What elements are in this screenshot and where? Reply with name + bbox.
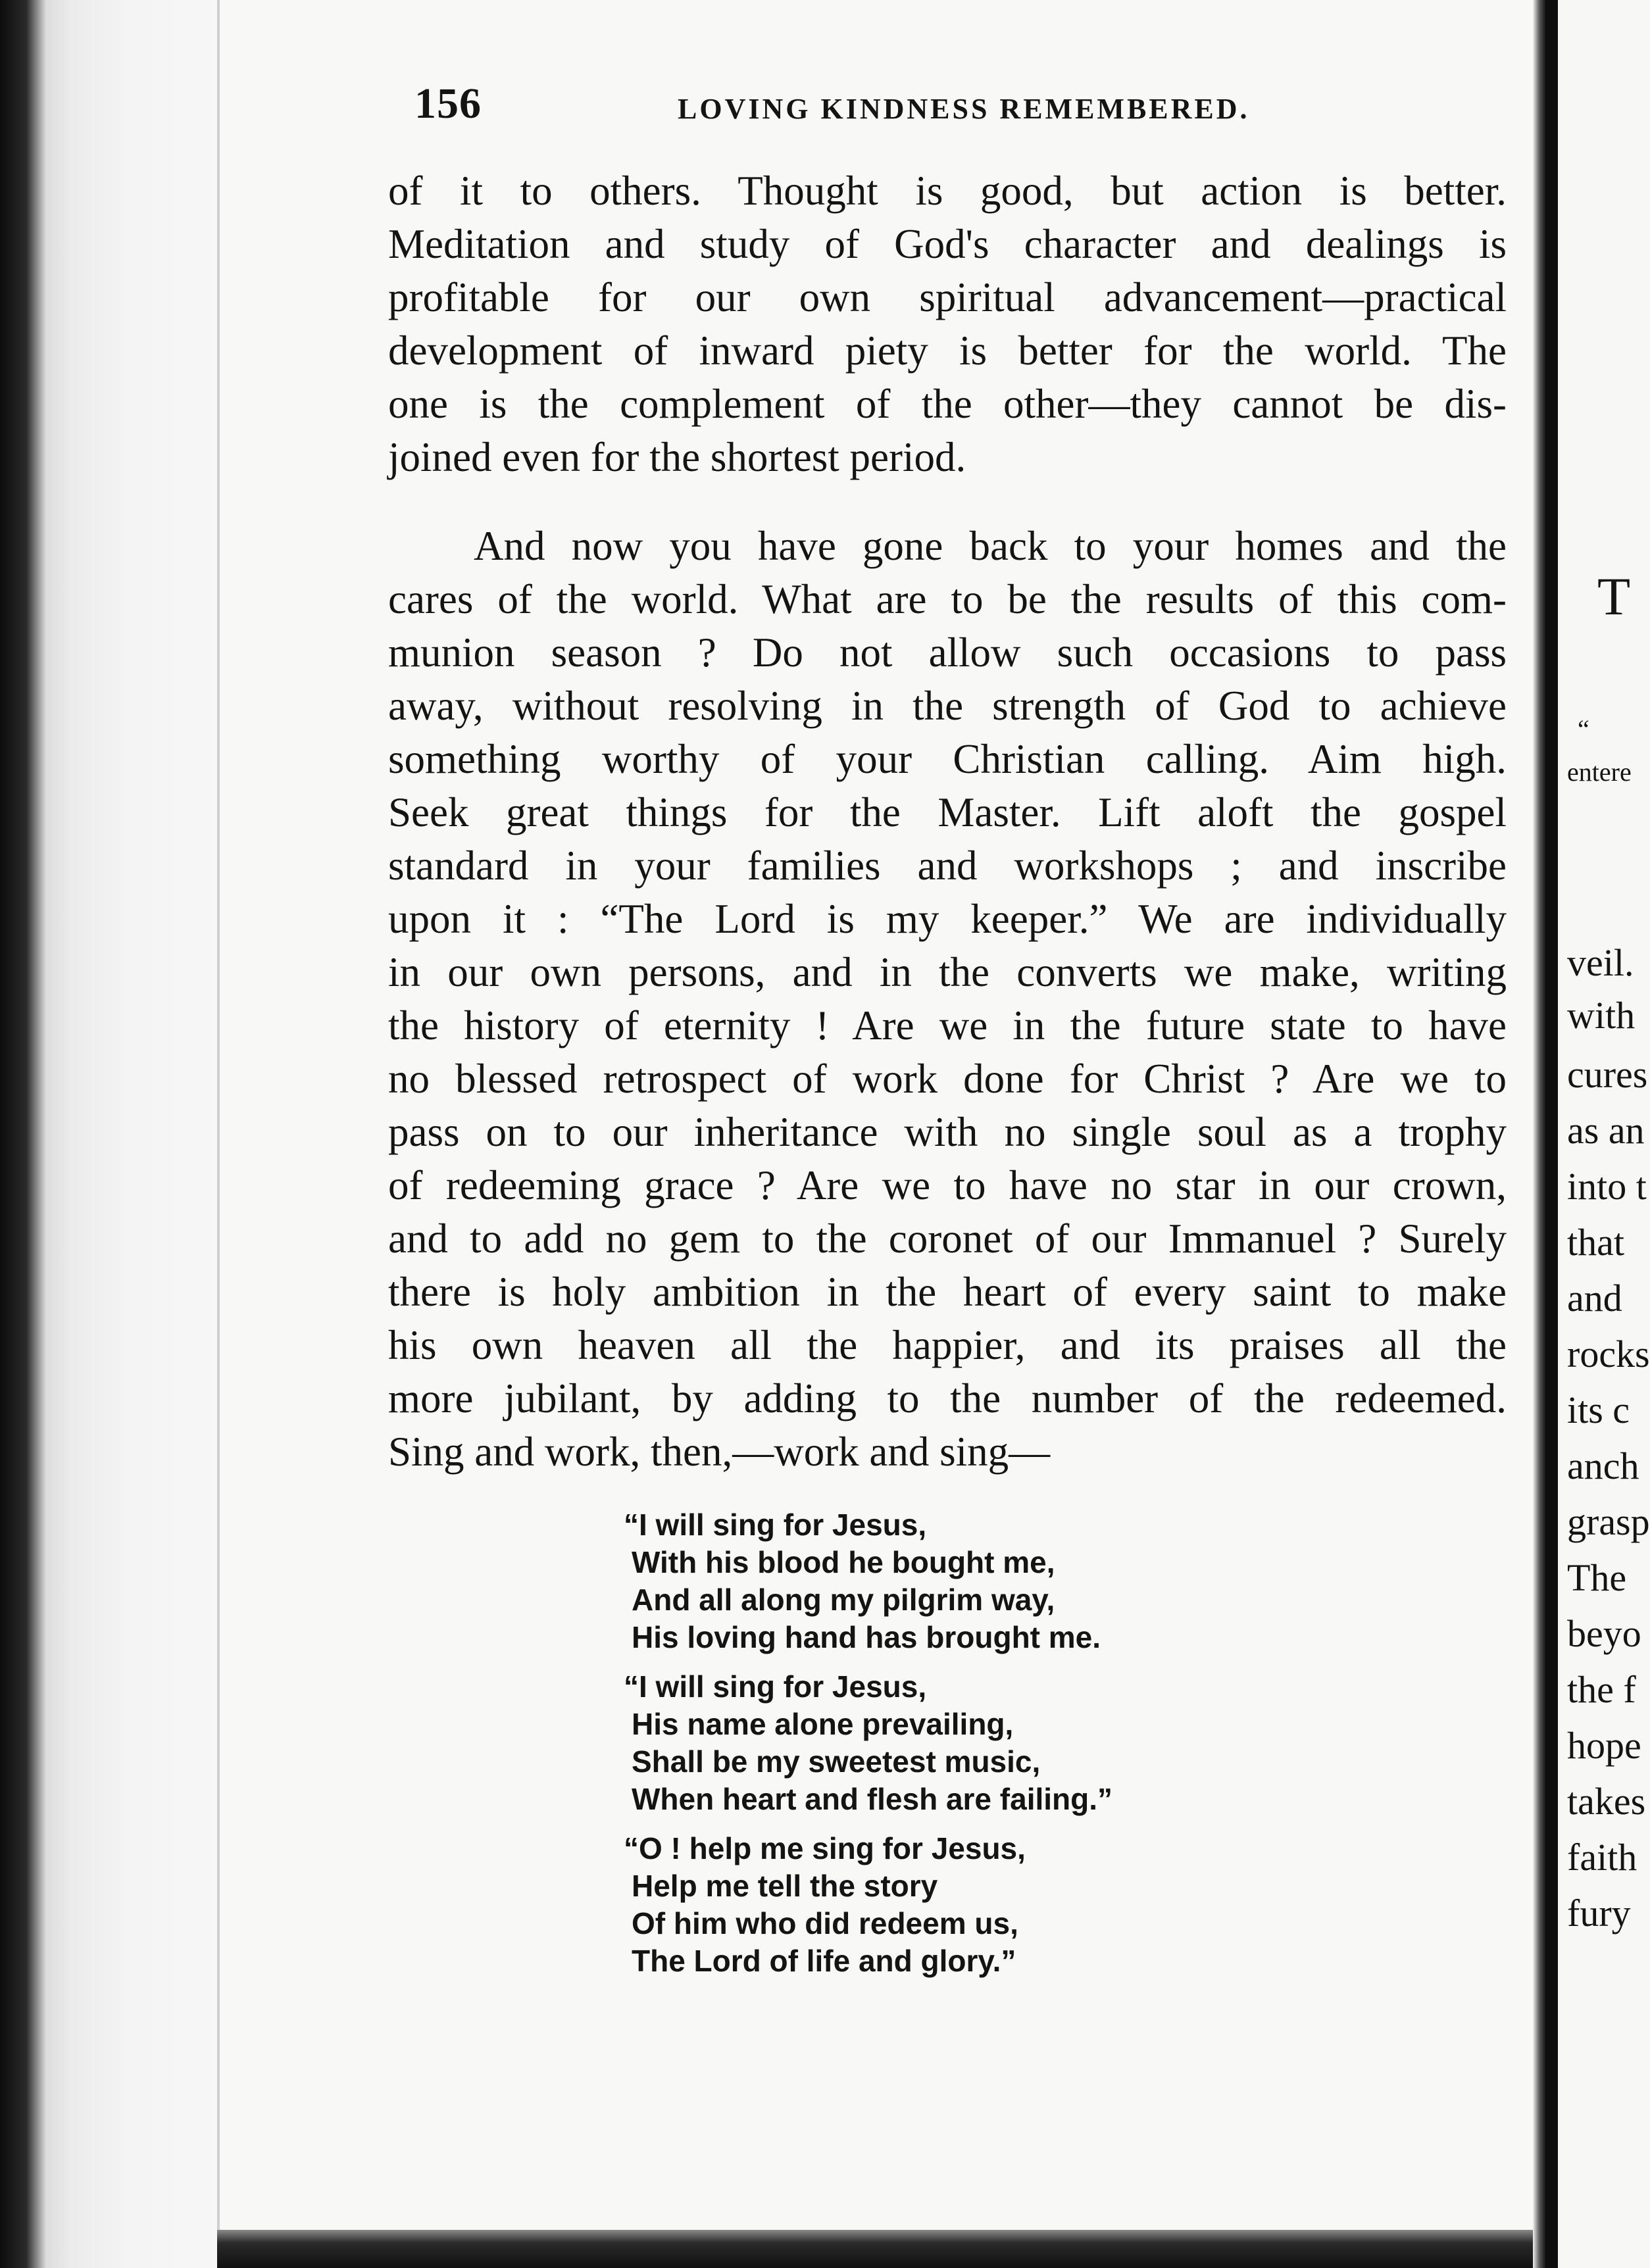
page-edges [0,0,224,2268]
poem-line: The Lord of life and glory.” [632,1944,1016,1978]
facing-line: The [1567,1556,1627,1599]
poem-line: “I will sing for Jesus, [624,1669,927,1704]
text-line: more jubilant, by adding to the number of the redeemed. [388,1375,1507,1421]
page-bottom-shadow [217,2230,1533,2268]
facing-line: that [1567,1221,1624,1264]
text-line: munion season ? Do not allow such occasions to pass [388,629,1507,676]
text-line: development of inward piety is better for the world. The [388,328,1507,374]
facing-line: anch [1567,1444,1639,1487]
poem-line: And all along my pilgrim way, [632,1583,1055,1617]
text-line: there is holy ambition in the heart of every saint to make [388,1269,1507,1315]
text-line: one is the complement of the other—they cannot be dis- [388,381,1507,427]
text-line: of it to others. Thought is good, but action is better. [388,168,1507,214]
poem-line: His loving hand has brought me. [632,1620,1101,1654]
text-line: profitable for our own spiritual advancement—practical [388,274,1507,320]
text-line: Meditation and study of God's character and dealings is [388,221,1507,267]
text-line: of redeeming grace ? Are we to have no star in our crown, [388,1162,1507,1208]
poem-stanza-2 [624,1668,1224,1818]
facing-quote-mark: “ [1578,714,1589,744]
text-line: Seek great things for the Master. Lift aloft the gospel [388,789,1507,835]
facing-page [1558,0,1650,2268]
running-head [414,79,1296,145]
text-line: away, without resolving in the strength of God to achieve [388,683,1507,729]
text-line: joined even for the shortest period. [388,434,966,480]
text-line: pass on to our inheritance with no single soul as a trophy [388,1109,1507,1155]
poem-line: “O ! help me sing for Jesus, [624,1831,1026,1865]
text-line: Sing and work, then,—work and sing— [388,1429,1051,1475]
facing-line: fury [1567,1892,1631,1935]
facing-line: into t [1567,1165,1647,1208]
facing-line: hope [1567,1724,1641,1767]
text-line: upon it : “The Lord is my keeper.” We are individually [388,896,1507,942]
poem-line: With his blood he bought me, [632,1545,1055,1579]
facing-line: grasp [1567,1500,1650,1543]
poem [624,1506,1224,1992]
book-gutter [1533,0,1558,2268]
text-line: in our own persons, and in the converts we make, writing [388,949,1507,995]
text-line: his own heaven all the happier, and its praises all the [388,1322,1507,1368]
running-title: LOVING KINDNESS REMEMBERED. [678,93,1250,125]
poem-line: Help me tell the story [632,1869,938,1903]
text-line: standard in your families and workshops ; and inscribe [388,843,1507,889]
poem-line: His name alone prevailing, [632,1707,1014,1741]
facing-line: takes [1567,1780,1646,1823]
facing-line: faith [1567,1836,1638,1879]
facing-line: its c [1567,1389,1630,1431]
facing-line: and [1567,1277,1622,1319]
poem-line: Shall be my sweetest music, [632,1744,1041,1779]
facing-heading: T [1597,566,1631,626]
poem-line: Of him who did redeem us, [632,1906,1018,1940]
facing-line: rocks [1567,1333,1650,1375]
facing-page-text [1558,0,1650,2268]
facing-line: with [1567,994,1636,1037]
facing-line: as an [1567,1109,1645,1152]
text-line: the history of eternity ! Are we in the future state to have [388,1002,1507,1048]
poem-line: When heart and flesh are failing.” [632,1782,1113,1816]
facing-line: cures [1567,1053,1648,1096]
paragraph-2 [388,520,1507,1479]
text-line: something worthy of your Christian calling. Aim high. [388,736,1507,782]
facing-line: veil. [1567,941,1634,984]
text-line: And now you have gone back to your homes and the [474,523,1507,569]
poem-stanza-3 [624,1830,1224,1980]
poem-stanza-1 [624,1506,1224,1656]
text-line: cares of the world. What are to be the results of this com- [388,576,1507,622]
facing-line: the f [1567,1668,1636,1711]
poem-line: “I will sing for Jesus, [624,1508,927,1542]
facing-line: entere [1567,757,1632,787]
page-number: 156 [414,80,482,128]
facing-line: beyo [1567,1612,1641,1655]
text-line: no blessed retrospect of work done for Christ ? Are we to [388,1056,1507,1102]
text-line: and to add no gem to the coronet of our Immanuel ? Surely [388,1216,1507,1262]
paragraph-1 [388,164,1507,484]
